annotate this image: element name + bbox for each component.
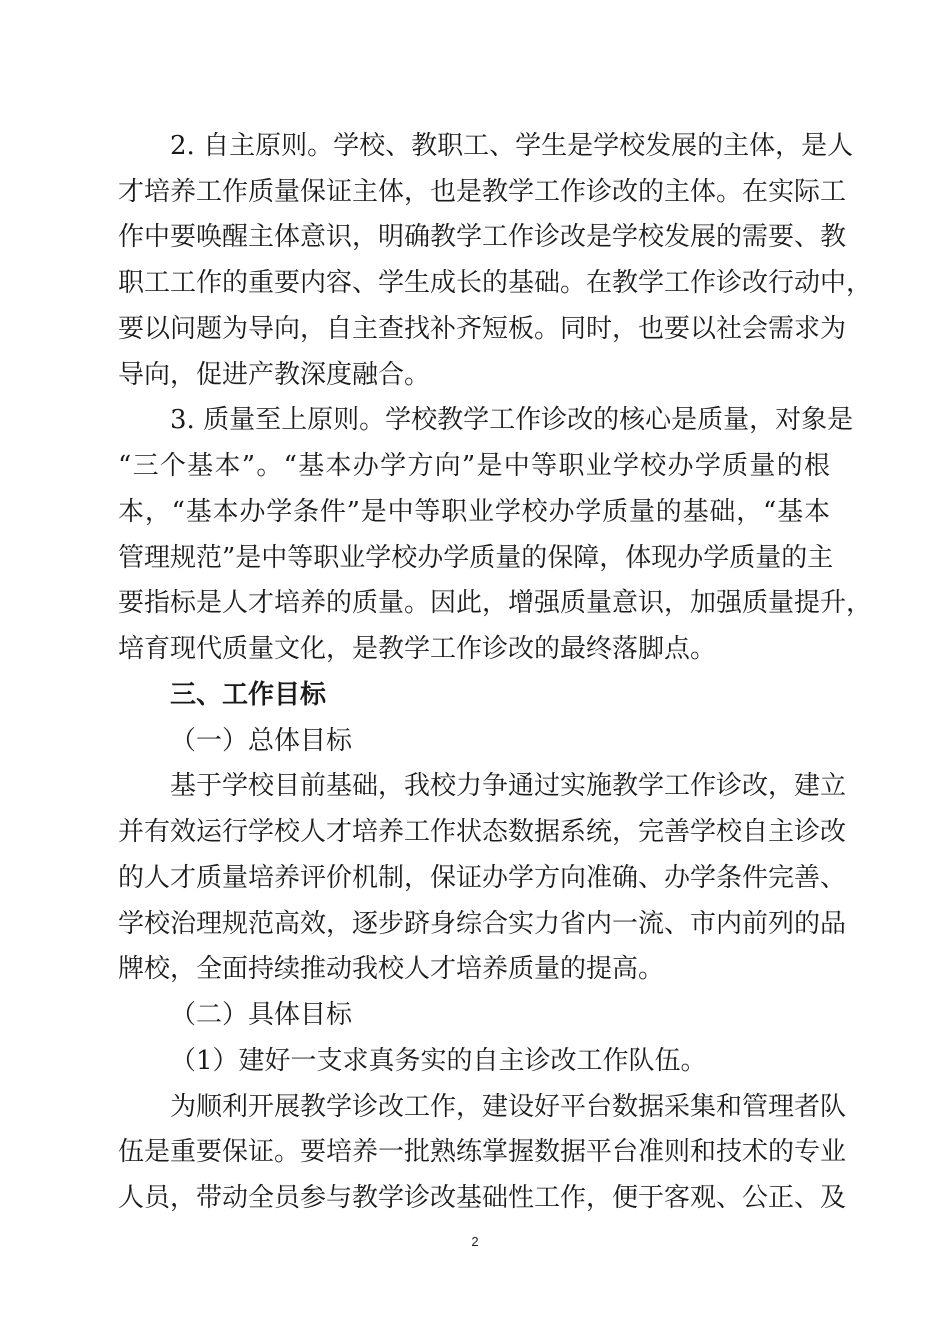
paragraph-line: 本，“基本办学条件”是中等职业学校办学质量的基础，“基本 [118, 496, 830, 527]
subsection-heading: （二）具体目标 [170, 1000, 353, 1031]
paragraph-line: 管理规范”是中等职业学校办学质量的保障，体现办学质量的主 [118, 542, 834, 573]
paragraph-line: 并有效运行学校人才培养工作状态数据系统，完善学校自主诊改 [118, 817, 847, 848]
paragraph-line: 伍是重要保证。要培养一批熟练掌握数据平台准则和技术的专业 [118, 1137, 847, 1168]
subsection-heading: （一）总体目标 [170, 725, 353, 756]
paragraph-line: 3. 质量至上原则。学校教学工作诊改的核心是质量，对象是 [170, 405, 854, 436]
paragraph-line: 才培养工作质量保证主体，也是教学工作诊改的主体。在实际工 [118, 176, 847, 207]
section-heading: 三、工作目标 [170, 679, 327, 710]
paragraph-line: 为顺利开展教学诊改工作，建设好平台数据采集和管理者队 [170, 1091, 847, 1122]
paragraph-line: 职工工作的重要内容、学生成长的基础。在教学工作诊改行动中， [118, 268, 873, 299]
paragraph-line: 培育现代质量文化，是教学工作诊改的最终落脚点。 [118, 634, 717, 665]
list-item: （1）建好一支求真务实的自主诊改工作队伍。 [170, 1045, 707, 1076]
paragraph-line: 基于学校目前基础，我校力争通过实施教学工作诊改，建立 [170, 771, 847, 802]
paragraph-line: 作中要唤醒主体意识，明确教学工作诊改是学校发展的需要、教 [118, 222, 847, 253]
paragraph-line: 的人才质量培养评价机制，保证办学方向准确、办学条件完善、 [118, 862, 847, 893]
paragraph-line: 人员，带动全员参与教学诊改基础性工作，便于客观、公正、及 [118, 1183, 847, 1213]
paragraph-line: 要以问题为导向，自主查找补齐短板。同时，也要以社会需求为 [118, 313, 847, 344]
paragraph-line: 2. 自主原则。学校、教职工、学生是学校发展的主体，是人 [170, 131, 854, 161]
paragraph-line: “三个基本”。“基本办学方向”是中等职业学校办学质量的根 [118, 451, 830, 482]
paragraph-line: 导向，促进产教深度融合。 [118, 359, 431, 390]
paragraph-line: 牌校，全面持续推动我校人才培养质量的提高。 [118, 954, 665, 985]
paragraph-line: 要指标是人才培养的质量。因此，增强质量意识，加强质量提升， [118, 588, 873, 619]
paragraph-line: 学校治理规范高效，逐步跻身综合实力省内一流、市内前列的品 [118, 908, 847, 939]
page-number: 2 [471, 1234, 479, 1249]
